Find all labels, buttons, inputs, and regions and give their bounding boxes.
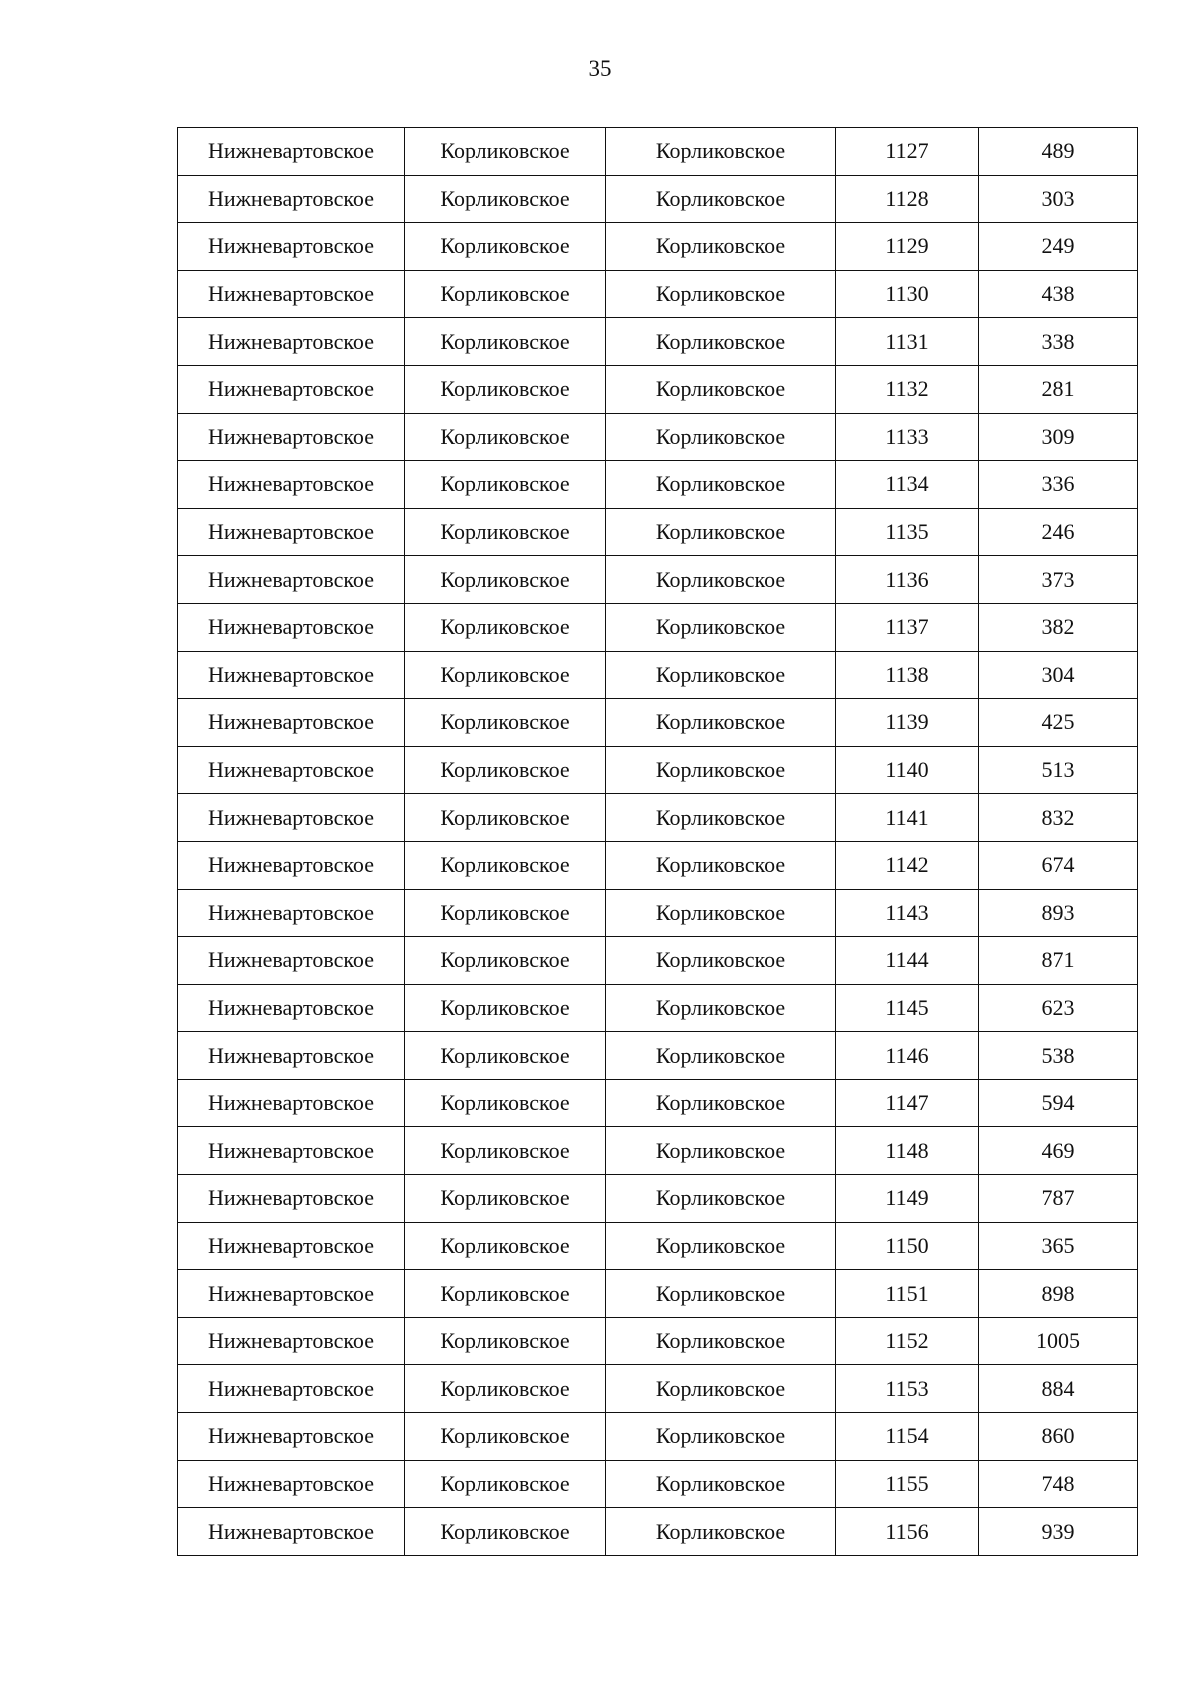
district-cell: Нижневартовское — [178, 318, 405, 366]
district-cell: Нижневартовское — [178, 937, 405, 985]
settlement-cell: Корликовское — [405, 128, 606, 176]
value-cell: 1005 — [979, 1317, 1138, 1365]
district-cell: Нижневартовское — [178, 1032, 405, 1080]
id-cell: 1155 — [836, 1460, 979, 1508]
locality-cell: Корликовское — [606, 603, 836, 651]
id-cell: 1156 — [836, 1508, 979, 1556]
district-cell: Нижневартовское — [178, 1460, 405, 1508]
settlement-cell: Корликовское — [405, 794, 606, 842]
locality-cell: Корликовское — [606, 1032, 836, 1080]
value-cell: 469 — [979, 1127, 1138, 1175]
value-cell: 898 — [979, 1270, 1138, 1318]
settlement-cell: Корликовское — [405, 1317, 606, 1365]
id-cell: 1147 — [836, 1079, 979, 1127]
id-cell: 1132 — [836, 365, 979, 413]
district-cell: Нижневартовское — [178, 175, 405, 223]
table-row — [178, 794, 1138, 842]
locality-cell: Корликовское — [606, 413, 836, 461]
locality-cell: Корликовское — [606, 1460, 836, 1508]
value-cell: 425 — [979, 699, 1138, 747]
value-cell: 939 — [979, 1508, 1138, 1556]
table-row — [178, 1508, 1138, 1556]
id-cell: 1141 — [836, 794, 979, 842]
table-row — [178, 1127, 1138, 1175]
locality-cell: Корликовское — [606, 1222, 836, 1270]
table-row — [178, 937, 1138, 985]
district-cell: Нижневартовское — [178, 1413, 405, 1461]
settlement-cell: Корликовское — [405, 508, 606, 556]
settlement-cell: Корликовское — [405, 841, 606, 889]
district-cell: Нижневартовское — [178, 1317, 405, 1365]
value-cell: 594 — [979, 1079, 1138, 1127]
district-cell: Нижневартовское — [178, 461, 405, 509]
table-row — [178, 1460, 1138, 1508]
id-cell: 1143 — [836, 889, 979, 937]
id-cell: 1134 — [836, 461, 979, 509]
page-number: 35 — [588, 56, 612, 81]
district-cell: Нижневартовское — [178, 1365, 405, 1413]
id-cell: 1128 — [836, 175, 979, 223]
locality-cell: Корликовское — [606, 1317, 836, 1365]
district-cell: Нижневартовское — [178, 746, 405, 794]
value-cell: 623 — [979, 984, 1138, 1032]
table-row — [178, 1270, 1138, 1318]
value-cell: 748 — [979, 1460, 1138, 1508]
settlement-cell: Корликовское — [405, 1222, 606, 1270]
locality-cell: Корликовское — [606, 1508, 836, 1556]
id-cell: 1145 — [836, 984, 979, 1032]
value-cell: 246 — [979, 508, 1138, 556]
locality-cell: Корликовское — [606, 1413, 836, 1461]
settlement-cell: Корликовское — [405, 1032, 606, 1080]
value-cell: 365 — [979, 1222, 1138, 1270]
id-cell: 1140 — [836, 746, 979, 794]
locality-cell: Корликовское — [606, 223, 836, 271]
locality-cell: Корликовское — [606, 175, 836, 223]
locality-cell: Корликовское — [606, 1365, 836, 1413]
settlement-cell: Корликовское — [405, 603, 606, 651]
table-row — [178, 699, 1138, 747]
table-row — [178, 889, 1138, 937]
district-cell: Нижневартовское — [178, 841, 405, 889]
table-row — [178, 461, 1138, 509]
value-cell: 871 — [979, 937, 1138, 985]
district-cell: Нижневартовское — [178, 889, 405, 937]
id-cell: 1139 — [836, 699, 979, 747]
district-cell: Нижневартовское — [178, 1270, 405, 1318]
table-row — [178, 1317, 1138, 1365]
table-row — [178, 1175, 1138, 1223]
settlement-cell: Корликовское — [405, 1413, 606, 1461]
table-row — [178, 318, 1138, 366]
settlement-cell: Корликовское — [405, 651, 606, 699]
id-cell: 1154 — [836, 1413, 979, 1461]
settlement-cell: Корликовское — [405, 889, 606, 937]
district-cell: Нижневартовское — [178, 413, 405, 461]
table-row — [178, 223, 1138, 271]
table-row — [178, 1413, 1138, 1461]
value-cell: 281 — [979, 365, 1138, 413]
table-row — [178, 746, 1138, 794]
locality-cell: Корликовское — [606, 746, 836, 794]
value-cell: 336 — [979, 461, 1138, 509]
id-cell: 1148 — [836, 1127, 979, 1175]
district-cell: Нижневартовское — [178, 603, 405, 651]
settlement-cell: Корликовское — [405, 1508, 606, 1556]
id-cell: 1142 — [836, 841, 979, 889]
district-cell: Нижневартовское — [178, 794, 405, 842]
id-cell: 1127 — [836, 128, 979, 176]
value-cell: 304 — [979, 651, 1138, 699]
locality-cell: Корликовское — [606, 318, 836, 366]
table-row — [178, 1032, 1138, 1080]
district-cell: Нижневартовское — [178, 1175, 405, 1223]
id-cell: 1133 — [836, 413, 979, 461]
district-cell: Нижневартовское — [178, 556, 405, 604]
id-cell: 1146 — [836, 1032, 979, 1080]
locality-cell: Корликовское — [606, 841, 836, 889]
locality-cell: Корликовское — [606, 556, 836, 604]
data-table — [177, 127, 1138, 1556]
id-cell: 1138 — [836, 651, 979, 699]
settlement-cell: Корликовское — [405, 1175, 606, 1223]
district-cell: Нижневартовское — [178, 270, 405, 318]
locality-cell: Корликовское — [606, 984, 836, 1032]
value-cell: 893 — [979, 889, 1138, 937]
locality-cell: Корликовское — [606, 794, 836, 842]
value-cell: 382 — [979, 603, 1138, 651]
id-cell: 1149 — [836, 1175, 979, 1223]
table-row — [178, 1222, 1138, 1270]
locality-cell: Корликовское — [606, 1079, 836, 1127]
settlement-cell: Корликовское — [405, 699, 606, 747]
value-cell: 787 — [979, 1175, 1138, 1223]
district-cell: Нижневартовское — [178, 128, 405, 176]
settlement-cell: Корликовское — [405, 175, 606, 223]
table-row — [178, 556, 1138, 604]
table-row — [178, 508, 1138, 556]
value-cell: 438 — [979, 270, 1138, 318]
district-cell: Нижневартовское — [178, 1079, 405, 1127]
table-row — [178, 603, 1138, 651]
id-cell: 1151 — [836, 1270, 979, 1318]
settlement-cell: Корликовское — [405, 318, 606, 366]
id-cell: 1152 — [836, 1317, 979, 1365]
table-row — [178, 651, 1138, 699]
settlement-cell: Корликовское — [405, 1365, 606, 1413]
table-row — [178, 1365, 1138, 1413]
value-cell: 303 — [979, 175, 1138, 223]
id-cell: 1135 — [836, 508, 979, 556]
locality-cell: Корликовское — [606, 128, 836, 176]
locality-cell: Корликовское — [606, 508, 836, 556]
table-row — [178, 365, 1138, 413]
district-cell: Нижневартовское — [178, 508, 405, 556]
locality-cell: Корликовское — [606, 270, 836, 318]
value-cell: 249 — [979, 223, 1138, 271]
settlement-cell: Корликовское — [405, 984, 606, 1032]
locality-cell: Корликовское — [606, 1127, 836, 1175]
value-cell: 674 — [979, 841, 1138, 889]
locality-cell: Корликовское — [606, 1270, 836, 1318]
table-row — [178, 128, 1138, 176]
settlement-cell: Корликовское — [405, 365, 606, 413]
locality-cell: Корликовское — [606, 699, 836, 747]
value-cell: 373 — [979, 556, 1138, 604]
table-row — [178, 841, 1138, 889]
district-cell: Нижневартовское — [178, 1508, 405, 1556]
id-cell: 1129 — [836, 223, 979, 271]
settlement-cell: Корликовское — [405, 937, 606, 985]
locality-cell: Корликовское — [606, 1175, 836, 1223]
id-cell: 1137 — [836, 603, 979, 651]
district-cell: Нижневартовское — [178, 651, 405, 699]
settlement-cell: Корликовское — [405, 1079, 606, 1127]
table-row — [178, 1079, 1138, 1127]
locality-cell: Корликовское — [606, 937, 836, 985]
value-cell: 538 — [979, 1032, 1138, 1080]
table-row — [178, 984, 1138, 1032]
value-cell: 832 — [979, 794, 1138, 842]
settlement-cell: Корликовское — [405, 223, 606, 271]
locality-cell: Корликовское — [606, 461, 836, 509]
id-cell: 1136 — [836, 556, 979, 604]
locality-cell: Корликовское — [606, 651, 836, 699]
value-cell: 513 — [979, 746, 1138, 794]
value-cell: 860 — [979, 1413, 1138, 1461]
settlement-cell: Корликовское — [405, 556, 606, 604]
district-cell: Нижневартовское — [178, 1127, 405, 1175]
value-cell: 309 — [979, 413, 1138, 461]
value-cell: 884 — [979, 1365, 1138, 1413]
settlement-cell: Корликовское — [405, 461, 606, 509]
settlement-cell: Корликовское — [405, 270, 606, 318]
table-row — [178, 175, 1138, 223]
table-row — [178, 413, 1138, 461]
value-cell: 338 — [979, 318, 1138, 366]
settlement-cell: Корликовское — [405, 746, 606, 794]
id-cell: 1153 — [836, 1365, 979, 1413]
id-cell: 1150 — [836, 1222, 979, 1270]
locality-cell: Корликовское — [606, 889, 836, 937]
district-cell: Нижневартовское — [178, 365, 405, 413]
settlement-cell: Корликовское — [405, 1460, 606, 1508]
value-cell: 489 — [979, 128, 1138, 176]
id-cell: 1130 — [836, 270, 979, 318]
id-cell: 1131 — [836, 318, 979, 366]
district-cell: Нижневартовское — [178, 984, 405, 1032]
district-cell: Нижневартовское — [178, 223, 405, 271]
locality-cell: Корликовское — [606, 365, 836, 413]
district-cell: Нижневартовское — [178, 1222, 405, 1270]
table-row — [178, 270, 1138, 318]
settlement-cell: Корликовское — [405, 1127, 606, 1175]
settlement-cell: Корликовское — [405, 413, 606, 461]
table-body — [178, 128, 1138, 1556]
settlement-cell: Корликовское — [405, 1270, 606, 1318]
id-cell: 1144 — [836, 937, 979, 985]
district-cell: Нижневартовское — [178, 699, 405, 747]
